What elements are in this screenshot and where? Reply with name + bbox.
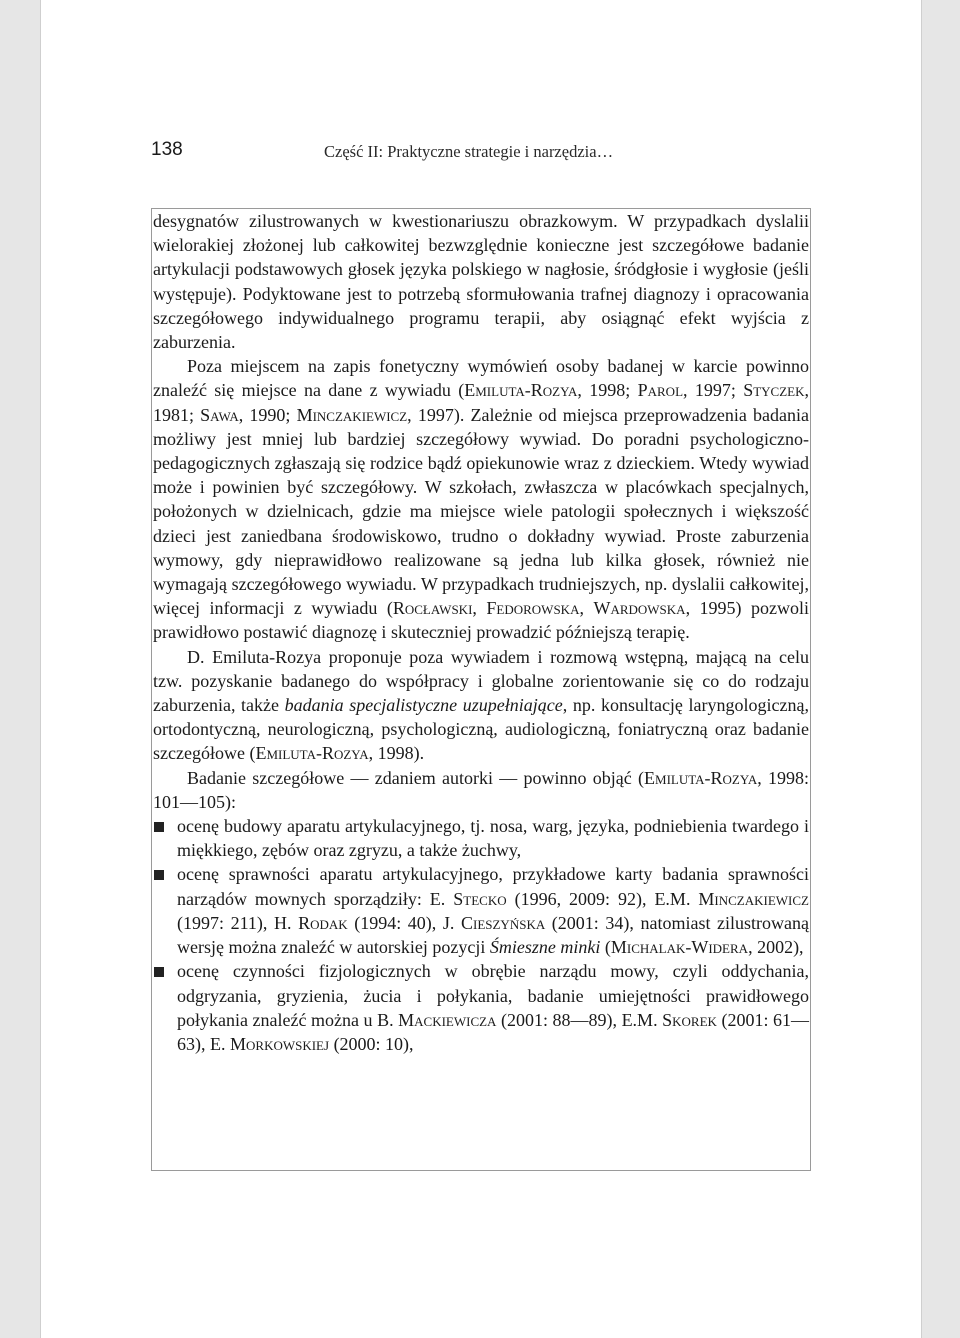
paragraph-1: desygnatów zilustrowanych w kwestionariuszu obrazkowym. W przypadkach dyslalii wielorakiej złożonej lub całkowitej bezwzględnie konieczne jest szczegółowe badanie artykulacji podstawowych głosek języka polskiego w nagłosie, śródgłosie i wygłosie (jeśli występuje). Podyktowane jest to potrzebą sformułowania trafnej diagnozy i opracowania szczegółowego indywidualnego programu terapii, aby osiągnąć efekt wyjścia z zaburzenia. bbox=[153, 211, 809, 353]
paragraph-4 bbox=[153, 766, 809, 814]
author-name: Morkowskiej bbox=[230, 1033, 330, 1054]
running-head bbox=[151, 139, 811, 167]
text: D. Emiluta-Rozya proponuje poza wywiadem i rozmową wstępną, mającą na celu tzw. pozyskanie badanego do współpracy i globalne zorientowanie się co do rodzaju zaburzenia, także bbox=[153, 646, 809, 716]
text: , np. konsultację laryngologiczną, ortodontyczną, neurologiczną, psychologiczną, audiologiczną, foniatryczną oraz badanie szczegółowe ( bbox=[153, 695, 809, 764]
square-bullet-icon bbox=[154, 967, 164, 977]
text: (1996, 2009: 92), E.M. bbox=[506, 888, 699, 909]
author-name: Wardowska bbox=[593, 598, 686, 619]
text: Badanie szczegółowe — zdaniem autorki — powinno objąć ( bbox=[187, 767, 645, 788]
author-name: Cieszyńska bbox=[460, 912, 546, 933]
text: , bbox=[472, 598, 487, 619]
paragraph-3 bbox=[153, 645, 809, 766]
author-name: Rocławski bbox=[392, 598, 473, 619]
text: , 1995) pozwoli prawidłowo postawić diagnozę i skuteczniej prowadzić późniejszą terapię. bbox=[153, 598, 810, 643]
author-name: Styczek bbox=[743, 380, 805, 401]
square-bullet-icon bbox=[154, 822, 164, 832]
italic-term: badania specjalistyczne uzupełniające bbox=[284, 695, 563, 716]
author-name: Michalak-Widera bbox=[610, 937, 749, 958]
list-item bbox=[153, 862, 809, 959]
author-name: Stecko bbox=[453, 888, 507, 909]
text: ocenę sprawności aparatu artykulacyjnego, przykładowe karty badania sprawności narządów mownych sporządziły: E. bbox=[177, 864, 809, 909]
text: , 1997; bbox=[683, 380, 744, 401]
author-name: Emiluta-Rozya bbox=[464, 380, 578, 401]
text: , 2002), bbox=[748, 937, 804, 958]
author-name: Parol bbox=[637, 380, 684, 401]
author-name: Fedorowska bbox=[486, 598, 580, 619]
text: (1994: 40), J. bbox=[347, 912, 461, 933]
author-name: Sawa bbox=[200, 404, 239, 425]
author-name: Mackiewicza bbox=[398, 1009, 497, 1030]
page-number: 138 bbox=[151, 139, 183, 160]
author-name: Skorek bbox=[662, 1009, 717, 1030]
text: , 1997). Zależnie od miejsca przeprowadzenia badania możliwy jest mniej lub bardziej szczegółowy wywiad. Do poradni psychologiczno-pedagogicznych zgłaszają się rodzice bądź opiekunowie wraz z dzieckiem. Wtedy wywiad może i powinien być szczegółowy. W szkołach, zwłaszcza w placówkach specjalnych, położonych w dzielnicach, gdzie ma miejsce wiele patologii społecznych i większość dzieci jest zaniedbana środowiskowo, trudno o dokładny wywiad. Proste zaburzenia wymowy, gdy nieprawidłowo realizowane są jedna lub kilka głosek, również nie wymagają szczegółowego wywiadu. W przypadkach trudniejszych, np. dyslalii całkowitej, więcej informacji z wywiadu ( bbox=[153, 404, 809, 619]
running-head-title: Część II: Praktyczne strategie i narzędzia… bbox=[324, 142, 614, 161]
text: (1997: 211), H. bbox=[177, 912, 299, 933]
author-name: Minczakiewicz bbox=[296, 404, 408, 425]
text: Poza miejscem na zapis fonetyczny wymówień osoby badanej w karcie powinno znaleźć się miejsce na dane z wywiadu ( bbox=[153, 356, 809, 401]
text: (2001: 34), natomiast zilustrowaną wersję można znaleźć w autorskiej pozycji bbox=[177, 912, 809, 958]
author-name: Emiluta-Rozya bbox=[255, 743, 369, 764]
text: , 1981; bbox=[153, 380, 809, 425]
page-sheet bbox=[40, 0, 922, 1338]
list-item bbox=[153, 814, 809, 862]
text: , 1998: 101—105): bbox=[153, 767, 809, 812]
square-bullet-icon bbox=[154, 870, 164, 880]
text: (2001: 61—63), E. bbox=[177, 1009, 809, 1054]
text: ocenę budowy aparatu artykulacyjnego, tj. nosa, warg, języka, podniebienia twardego i miękkiego, zębów oraz zgryzu, a także żuchwy, bbox=[177, 816, 809, 861]
text: , 1990; bbox=[238, 404, 297, 425]
italic-title: Śmieszne minki bbox=[489, 937, 601, 958]
text-block bbox=[151, 208, 811, 1171]
paragraph-2 bbox=[153, 354, 809, 644]
list-item bbox=[153, 959, 809, 1056]
text: (2001: 88—89), E.M. bbox=[496, 1009, 663, 1030]
text: ( bbox=[600, 937, 611, 958]
text: (2000: 10), bbox=[329, 1033, 414, 1054]
bullet-list bbox=[153, 814, 809, 1056]
text: , bbox=[579, 598, 594, 619]
author-name: Rodak bbox=[298, 912, 348, 933]
author-name: Minczakiewicz bbox=[698, 888, 809, 909]
text: ocenę czynności fizjologicznych w obrębie narządu mowy, czyli oddychania, odgryzania, gryzienia, żucia i połykania, badanie umiejętności prawidłowego połykania znaleźć można u B. bbox=[177, 961, 809, 1030]
author-name: Emiluta-Rozya bbox=[644, 767, 758, 788]
text: , 1998; bbox=[577, 380, 638, 401]
text: , 1998). bbox=[368, 743, 425, 764]
